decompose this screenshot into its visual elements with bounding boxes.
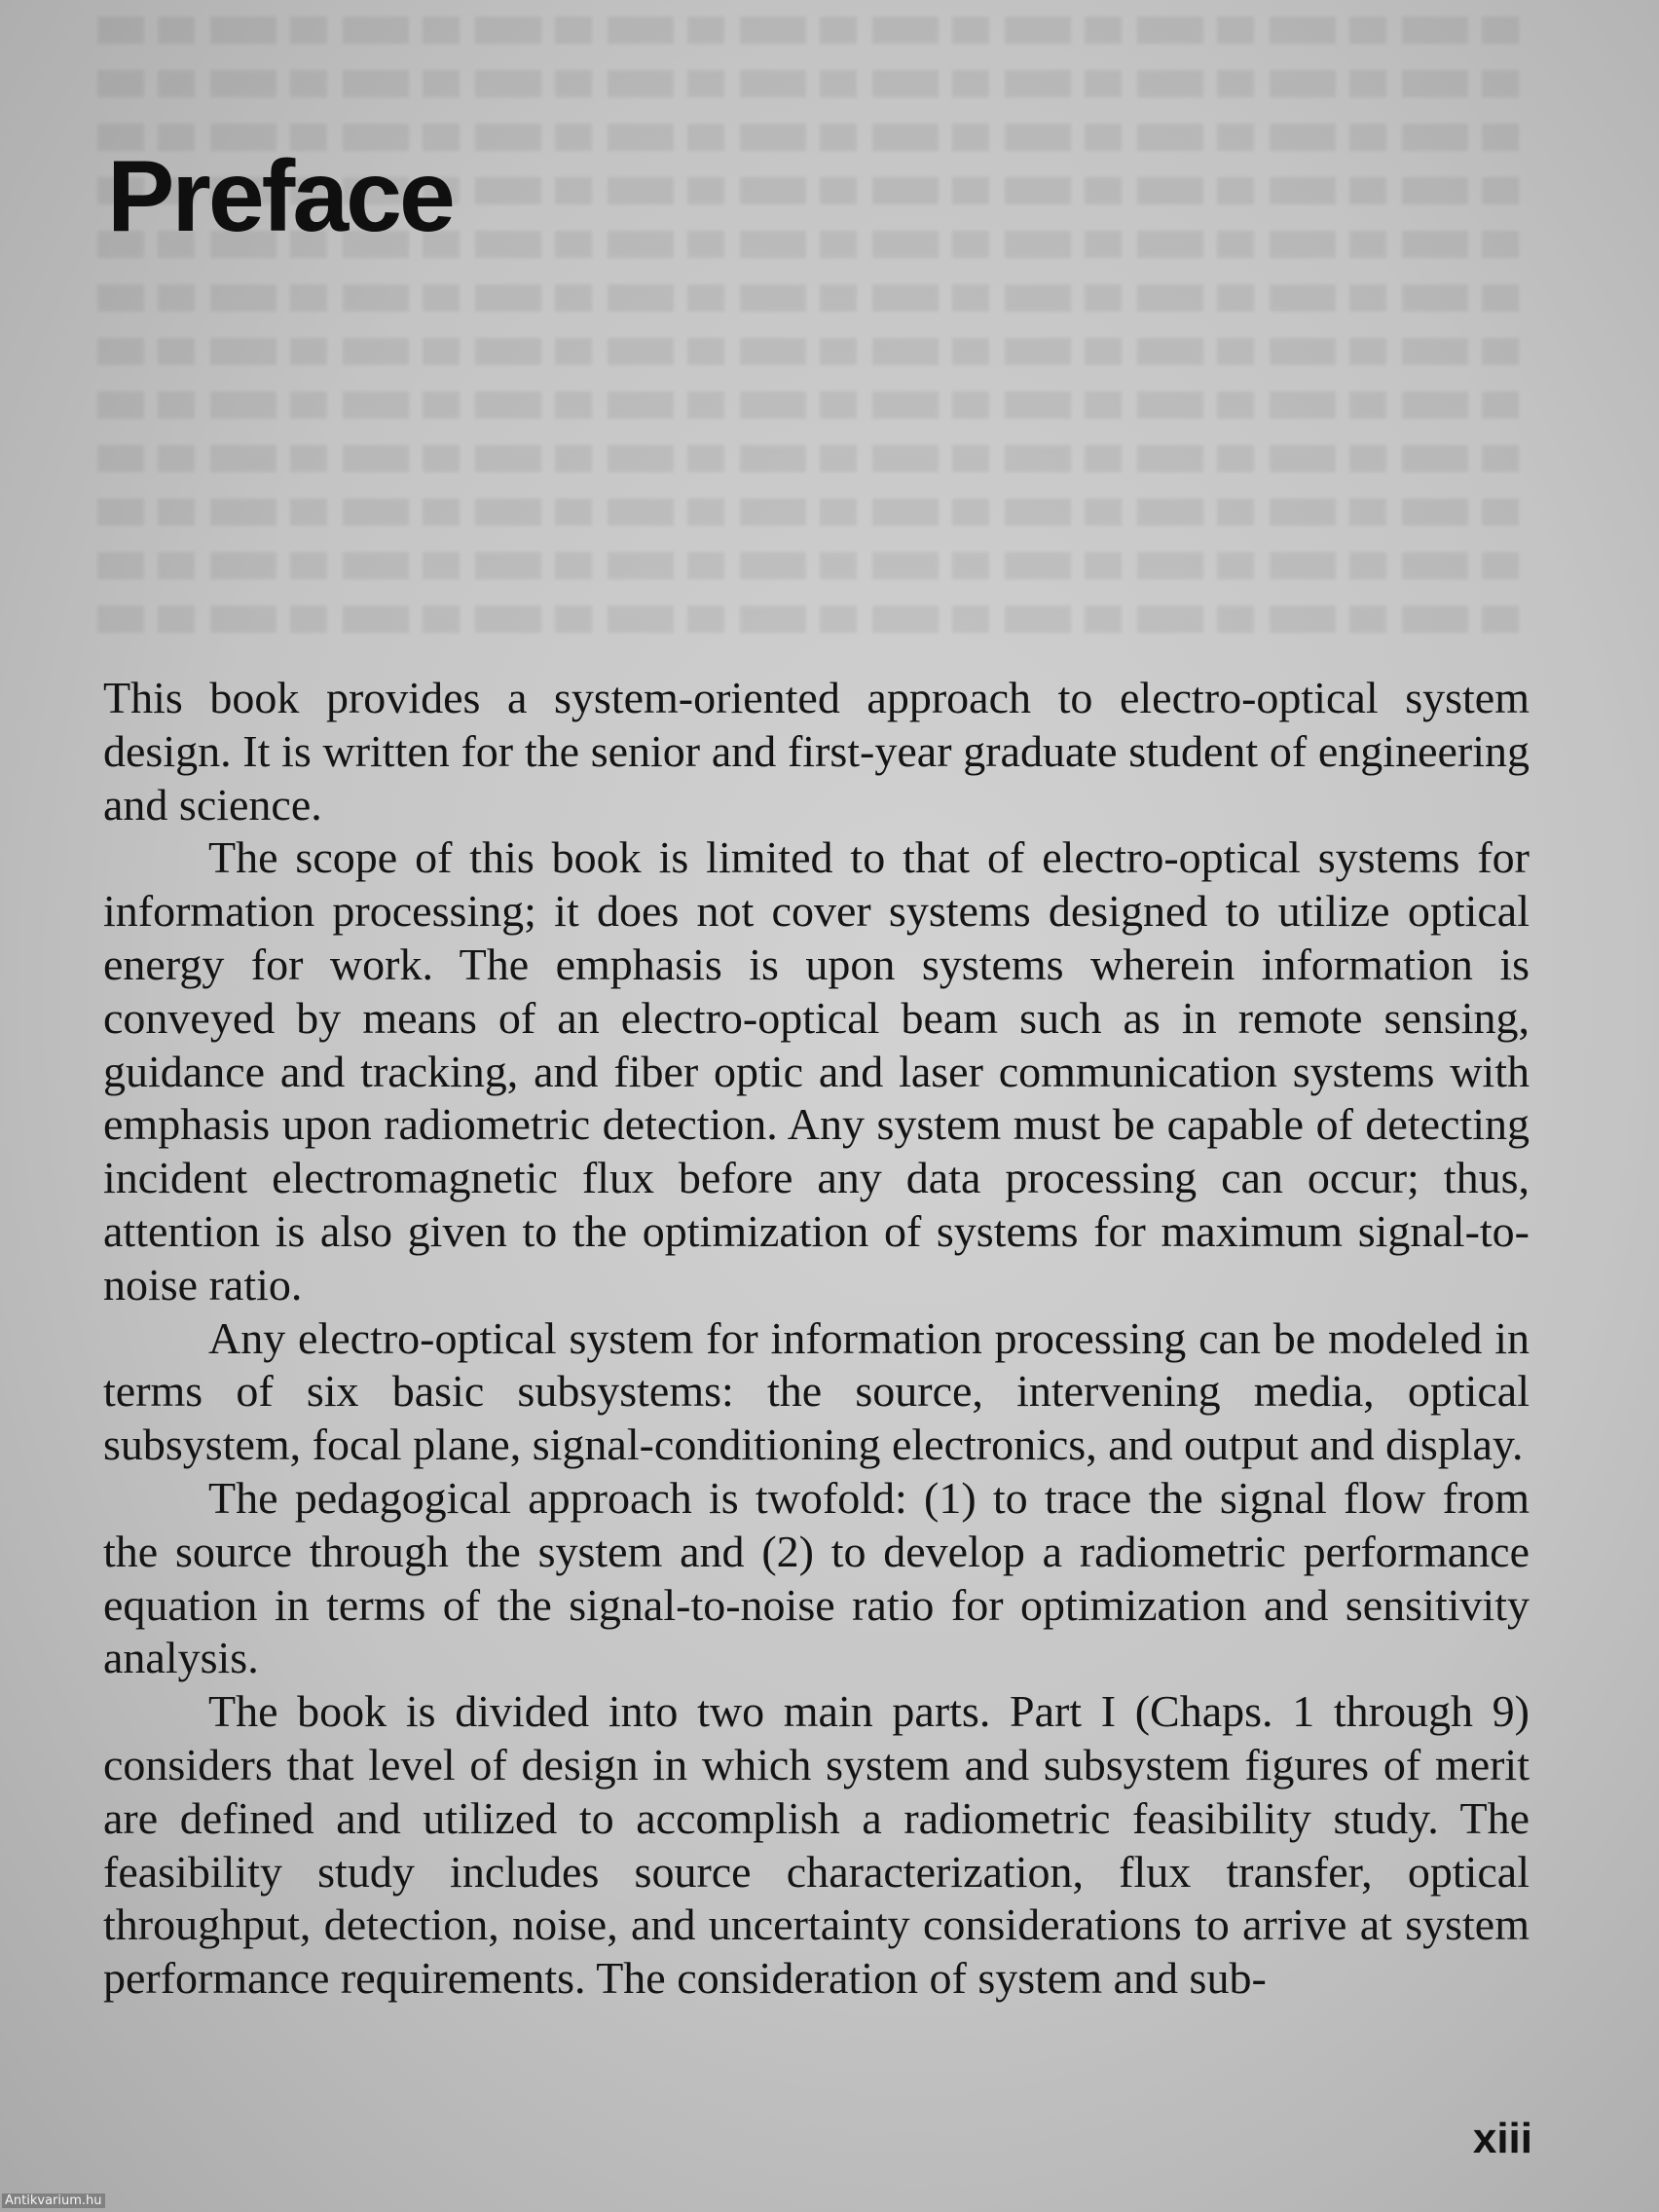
page-title: Preface xyxy=(107,140,453,253)
paragraph-5: The book is divided into two main parts. Part I (Chaps. 1 through 9) considers that level of design in which system and subsystem figures of merit are defined and utilized to accomplish a radiometric feasibility study. The feasibility study includes source characterization, flux transfer, optical throughput, detection, noise, and uncertainty considerations to arrive at system performance requirements. The consideration of system and sub- xyxy=(103,1686,1530,2004)
preface-body xyxy=(103,672,1530,2006)
paragraph-2: The scope of this book is limited to that of electro-optical systems for information processing; it does not cover systems designed to utilize optical energy for work. The emphasis is upon systems wherein information is conveyed by means of an electro-optical beam such as in remote sensing, guidance and tracking, and fiber optic and laser communication systems with emphasis upon radiometric detection. Any system must be capable of detecting incident electromagnetic flux before any data processing can occur; thus, attention is also given to the optimization of systems for maximum signal-to-noise ratio. xyxy=(103,832,1530,1309)
page-number: xiii xyxy=(1472,2115,1532,2162)
bleed-through-text xyxy=(97,0,1519,672)
paragraph-4: The pedagogical approach is twofold: (1) to trace the signal flow from the source through the system and (2) to develop a radiometric performance equation in terms of the signal-to-noise ratio for optimization and sensitivity analysis. xyxy=(103,1472,1530,1683)
paragraph-1: This book provides a system-oriented approach to electro-optical system design. It is written for the senior and first-year graduate student of engineering and science. xyxy=(103,673,1530,830)
paragraph-3: Any electro-optical system for information processing can be modeled in terms of six basic subsystems: the source, intervening media, optical subsystem, focal plane, signal-conditioning electronics, and output and display. xyxy=(103,1312,1530,1470)
watermark: Antikvarium.hu xyxy=(2,2194,105,2208)
